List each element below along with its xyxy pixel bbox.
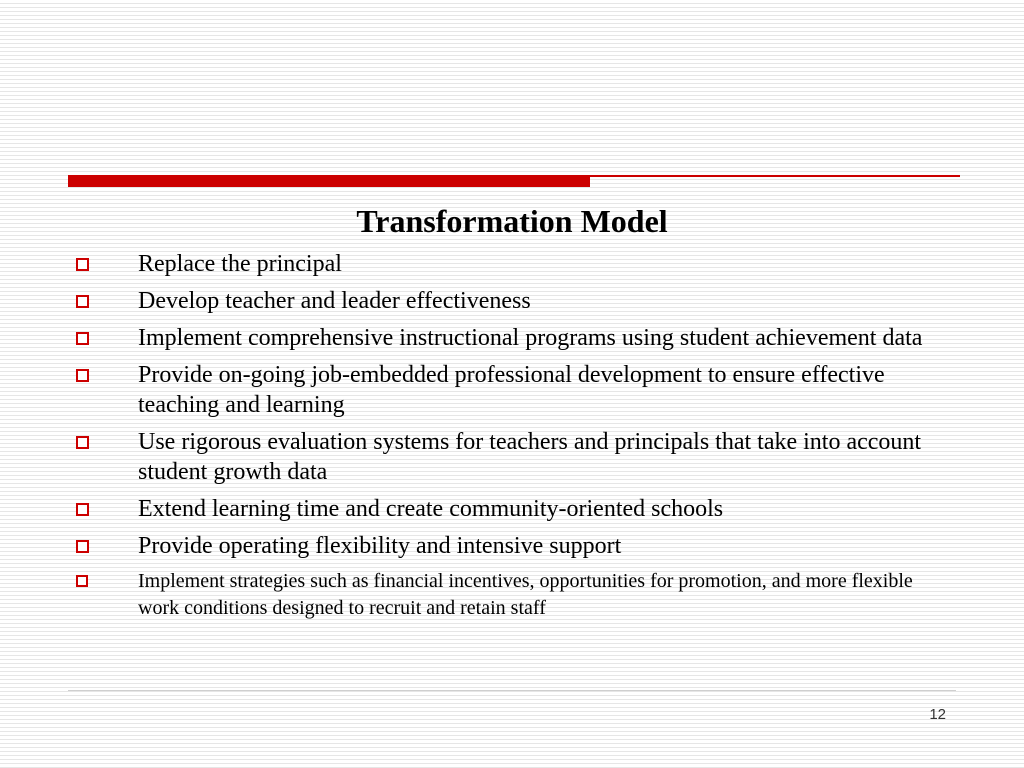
slide-title: Transformation Model <box>356 203 668 239</box>
bullet-item <box>0 249 958 279</box>
bullet-item <box>0 568 958 622</box>
bullet-item <box>0 531 958 561</box>
square-bullet-icon <box>76 295 89 308</box>
page-number: 12 <box>929 706 946 723</box>
bullet-list <box>0 249 1024 629</box>
bullet-item <box>0 286 958 316</box>
bullet-item <box>0 360 958 420</box>
square-bullet-icon <box>76 540 89 553</box>
bullet-text: Use rigorous evaluation systems for teachers and principals that take into account student growth data <box>138 429 922 485</box>
title-accent-line <box>590 175 960 177</box>
bullet-text: Provide on-going job-embedded professional development to ensure effective teaching and learning <box>138 362 885 418</box>
bullet-item <box>0 427 958 487</box>
bullet-text: Implement strategies such as financial incentives, opportunities for promotion, and more flexible work conditions designed to recruit and retain staff <box>138 570 913 619</box>
title-accent-bar <box>68 175 590 187</box>
square-bullet-icon <box>76 503 89 516</box>
square-bullet-icon <box>76 332 89 345</box>
bullet-text: Provide operating flexibility and intensive support <box>138 533 622 559</box>
square-bullet-icon <box>76 369 89 382</box>
bullet-text: Extend learning time and create community-oriented schools <box>138 496 724 522</box>
bullet-item <box>0 323 958 353</box>
square-bullet-icon <box>76 575 88 587</box>
bullet-text: Replace the principal <box>138 251 342 277</box>
bullet-item <box>0 494 958 524</box>
square-bullet-icon <box>76 258 89 271</box>
bullet-text: Develop teacher and leader effectiveness <box>138 288 531 314</box>
footer-divider <box>68 690 956 691</box>
bullet-text: Implement comprehensive instructional programs using student achievement data <box>138 325 923 351</box>
square-bullet-icon <box>76 436 89 449</box>
